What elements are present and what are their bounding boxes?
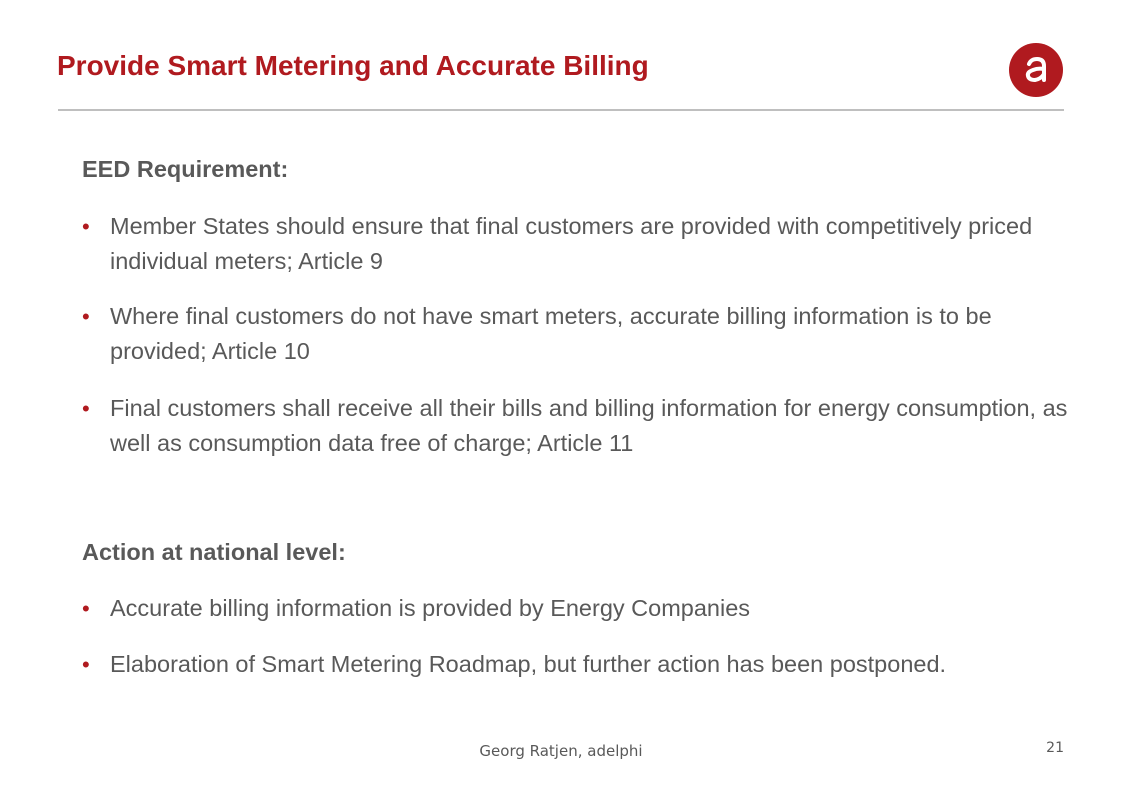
bullet-text: Member States should ensure that final customers are provided with competitively priced individual meters; Article 9 <box>110 213 1033 274</box>
section-heading-national: Action at national level: <box>82 539 346 565</box>
slide-title: Provide Smart Metering and Accurate Billing <box>57 50 649 81</box>
page-number: 21 <box>1046 740 1064 756</box>
bullet-item <box>82 391 1092 461</box>
bullet-dot: • <box>82 596 90 621</box>
bullet-dot: • <box>82 214 90 239</box>
bullet-dot: • <box>82 396 90 421</box>
bullet-text: Elaboration of Smart Metering Roadmap, but further action has been postponed. <box>110 651 947 677</box>
bullet-item <box>82 299 1092 369</box>
bullet-text: Final customers shall receive all their bills and billing information for energy consumption, as well as consumption data free of charge; Article 11 <box>110 395 1068 456</box>
bullet-item <box>82 647 1092 682</box>
title-divider <box>58 109 1064 111</box>
bullet-text: Where final customers do not have smart meters, accurate billing information is to be provided; Article 10 <box>110 303 992 364</box>
bullet-text: Accurate billing information is provided by Energy Companies <box>110 595 751 621</box>
adelphi-a-logo-icon <box>1008 42 1064 98</box>
bullet-dot: • <box>82 652 90 677</box>
footer-author: Georg Ratjen, adelphi <box>479 742 643 760</box>
bullet-item <box>82 591 1092 626</box>
bullet-dot: • <box>82 304 90 329</box>
bullet-item <box>82 209 1092 279</box>
section-heading-eed: EED Requirement: <box>82 156 289 182</box>
